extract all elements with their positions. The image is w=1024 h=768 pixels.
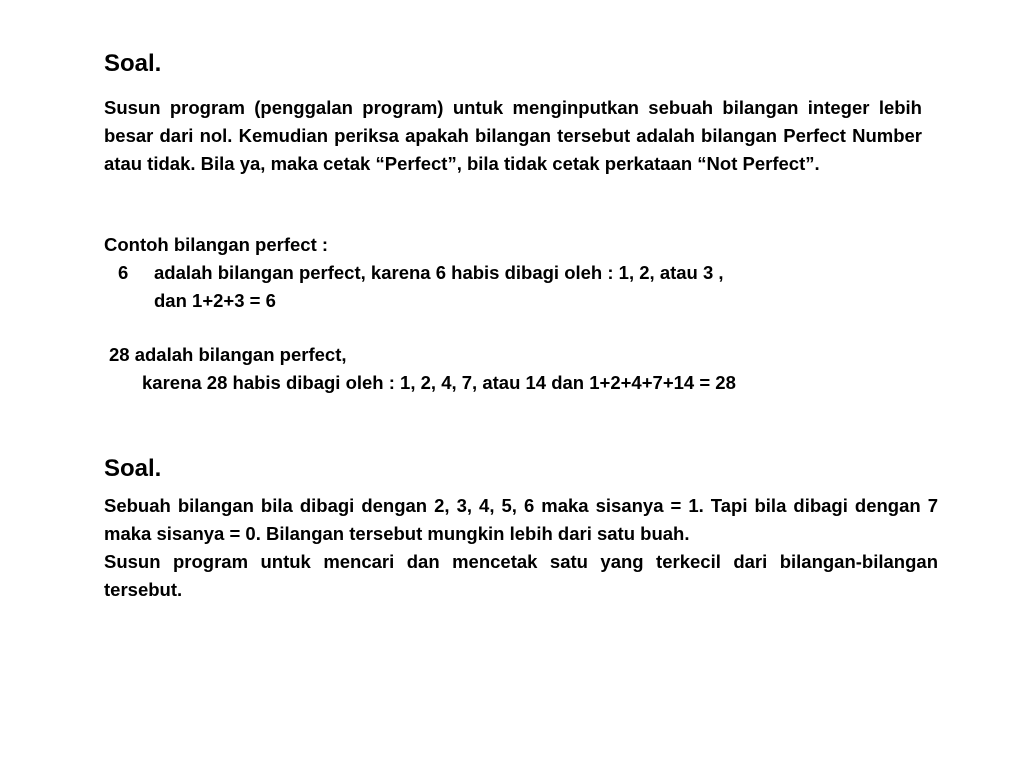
- example1-continuation: dan 1+2+3 = 6: [154, 290, 276, 311]
- question2-paragraph-1: Sebuah bilangan bila dibagi dengan 2, 3, 4, 5, 6 maka sisanya = 1. Tapi bila dibagi dengan 7 maka sisanya = 0. Bilangan tersebut mungkin lebih dari satu buah.: [104, 495, 938, 544]
- example2-text: 28 adalah bilangan perfect,: [109, 344, 347, 365]
- example2-continuation: karena 28 habis dibagi oleh : 1, 2, 4, 7, atau 14 dan 1+2+4+7+14 = 28: [142, 372, 736, 393]
- example1-text: adalah bilangan perfect, karena 6 habis dibagi oleh : 1, 2, atau 3 ,: [154, 262, 724, 283]
- question2-body: [104, 492, 938, 604]
- question1-title: Soal.: [104, 50, 162, 77]
- example-heading: Contoh bilangan perfect :: [104, 234, 329, 255]
- question1-body: Susun program (penggalan program) untuk menginputkan sebuah bilangan integer lebih besar dari nol. Kemudian periksa apakah bilangan tersebut adalah bilangan Perfect Number atau tidak. Bila ya, maka cetak “Perfect”, bila tidak cetak perkataan “Not Perfect”.: [104, 97, 922, 174]
- question2-paragraph-2: Susun program untuk mencari dan mencetak satu yang terkecil dari bilangan-bilangan tersebut.: [104, 551, 938, 600]
- question2-title: Soal.: [104, 455, 162, 482]
- example1-number: 6: [118, 262, 129, 283]
